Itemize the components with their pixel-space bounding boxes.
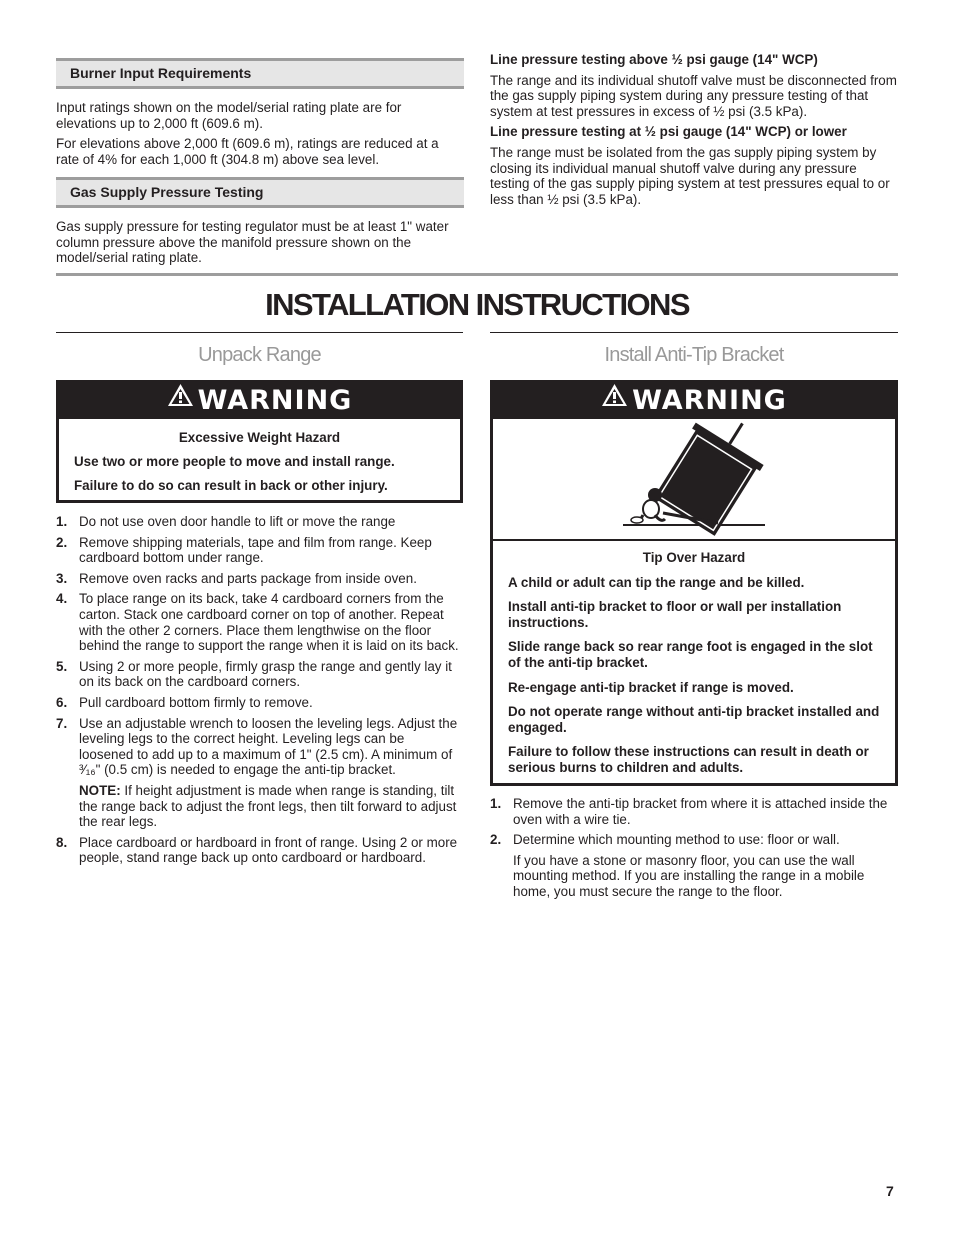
- unpack-warning-line-2: Failure to do so can result in back or other injury.: [74, 478, 388, 494]
- unpack-warning-box: [56, 380, 463, 503]
- unpack-warning-header: [59, 383, 460, 419]
- gas-supply-paragraph: Gas supply pressure for testing regulator must be at least 1" water column pressure above the manifold pressure shown on the model/serial rating plate.: [56, 219, 449, 266]
- list-item: 3. Remove oven racks and parts package from inside oven.: [56, 570, 417, 586]
- antitip-warning-line: Install anti-tip bracket to floor or wall per installation instructions.: [508, 599, 842, 630]
- line-pressure-below-heading: Line pressure testing at ½ psi gauge (14" WCP) or lower: [490, 124, 847, 140]
- gas-supply-heading: Gas Supply Pressure Testing: [56, 177, 464, 208]
- unpack-rule: [56, 332, 463, 333]
- burner-input-text: [56, 100, 464, 172]
- section-divider: [56, 273, 898, 276]
- tip-over-range-icon: [493, 419, 895, 539]
- antitip-warning-body: [493, 541, 895, 791]
- warning-triangle-icon: [167, 381, 194, 417]
- page-title: INSTALLATION INSTRUCTIONS: [265, 287, 689, 322]
- line-pressure-below-text: The range must be isolated from the gas supply piping system by closing its individual manual shutoff valve during any pressure testing of the gas supply piping system at test pressures equal to or less than ½ psi (3.5 kPa).: [490, 144, 890, 207]
- list-item: 5. Using 2 or more people, firmly grasp the range and gently lay it on its back on the cardboard corners.: [56, 658, 452, 690]
- list-item: 7. Use an adjustable wrench to loosen the leveling legs. Adjust the leveling legs to the correct height. Leveling legs can be loosened to add up to a maximum of 1" (2.5 cm). A minimum of ³⁄₁₆" (0.5 cm) is needed to engage the anti-tip bracket. NOTE: If height adjustment is made when range is standing, tilt the range back to adjust the front legs, then tilt forward to adjust the rear legs.: [56, 716, 462, 830]
- warning-label: WARNING: [632, 385, 787, 416]
- unpack-range-title: Unpack Range: [198, 344, 321, 366]
- antitip-warning-line: Re-engage anti-tip bracket if range is moved.: [508, 679, 794, 695]
- antitip-rule: [490, 332, 898, 333]
- antitip-warning-header: [493, 383, 895, 419]
- burner-paragraph-2: For elevations above 2,000 ft (609.6 m), ratings are reduced at a rate of 4% for each 1,000 ft (304.8 m) above sea level.: [56, 136, 439, 167]
- antitip-steps: [490, 796, 890, 905]
- antitip-warning-line: Do not operate range without anti-tip bracket installed and engaged.: [508, 704, 880, 735]
- install-anti-tip-title: Install Anti-Tip Bracket: [604, 344, 784, 366]
- burner-input-heading: Burner Input Requirements: [56, 58, 464, 89]
- list-item: 4. To place range on its back, take 4 cardboard corners from the carton. Stack one cardboard corner on top of another. Repeat with the other 2 corners. Place them lengthwise on the floor behind the range to support the range when it is laid on its back.: [56, 591, 459, 654]
- list-item: 8. Place cardboard or hardboard in front of range. Using 2 or more people, stand range back up onto cardboard or hardboard.: [56, 834, 458, 866]
- antitip-warning-line: Failure to follow these instructions can result in death or serious burns to children and adults.: [508, 744, 869, 775]
- list-item: 6. Pull cardboard bottom firmly to remove.: [56, 694, 313, 710]
- line-pressure-section: [490, 52, 898, 212]
- warning-triangle-icon: [601, 381, 628, 417]
- list-item: 2. Determine which mounting method to use: floor or wall. If you have a stone or masonry floor, you can use the wall mounting method. If you are installing the range in a mobile home, you must secure the range to the floor.: [490, 832, 865, 899]
- line-pressure-above-text: The range and its individual shutoff valve must be disconnected from the gas supply piping system during any pressure testing of that system at test pressures in excess of ½ psi (3.5 kPa).: [490, 72, 897, 119]
- antitip-warning-line: Slide range back so rear range foot is engaged in the slot of the anti-tip bracket.: [508, 639, 873, 670]
- antitip-warning-line: A child or adult can tip the range and be killed.: [508, 574, 805, 590]
- antitip-warning-box: [490, 380, 898, 786]
- page-number: 7: [886, 1183, 894, 1199]
- list-item: 1. Do not use oven door handle to lift or move the range: [56, 514, 396, 529]
- gas-supply-text: [56, 219, 464, 271]
- unpack-steps: [56, 514, 462, 871]
- list-item: 1. Remove the anti-tip bracket from where it is attached inside the oven with a wire tie.: [490, 796, 888, 827]
- tip-over-illustration: [493, 419, 895, 541]
- unpack-warning-line-1: Use two or more people to move and install range.: [74, 453, 395, 469]
- unpack-warning-body: [59, 419, 460, 509]
- unpack-hazard-title: Excessive Weight Hazard: [178, 430, 341, 445]
- burner-paragraph-1: Input ratings shown on the model/serial rating plate are for elevations up to 2,000 ft (609.6 m).: [56, 100, 402, 131]
- line-pressure-above-heading: Line pressure testing above ½ psi gauge (14" WCP): [490, 52, 818, 67]
- note: NOTE: If height adjustment is made when range is standing, tilt the range back to adjust the front legs, then tilt forward to adjust the rear legs.: [79, 782, 457, 830]
- antitip-hazard-title: Tip Over Hazard: [642, 550, 746, 565]
- warning-label: WARNING: [197, 385, 353, 416]
- list-item: 2. Remove shipping materials, tape and film from range. Keep cardboard bottom under range.: [56, 534, 432, 566]
